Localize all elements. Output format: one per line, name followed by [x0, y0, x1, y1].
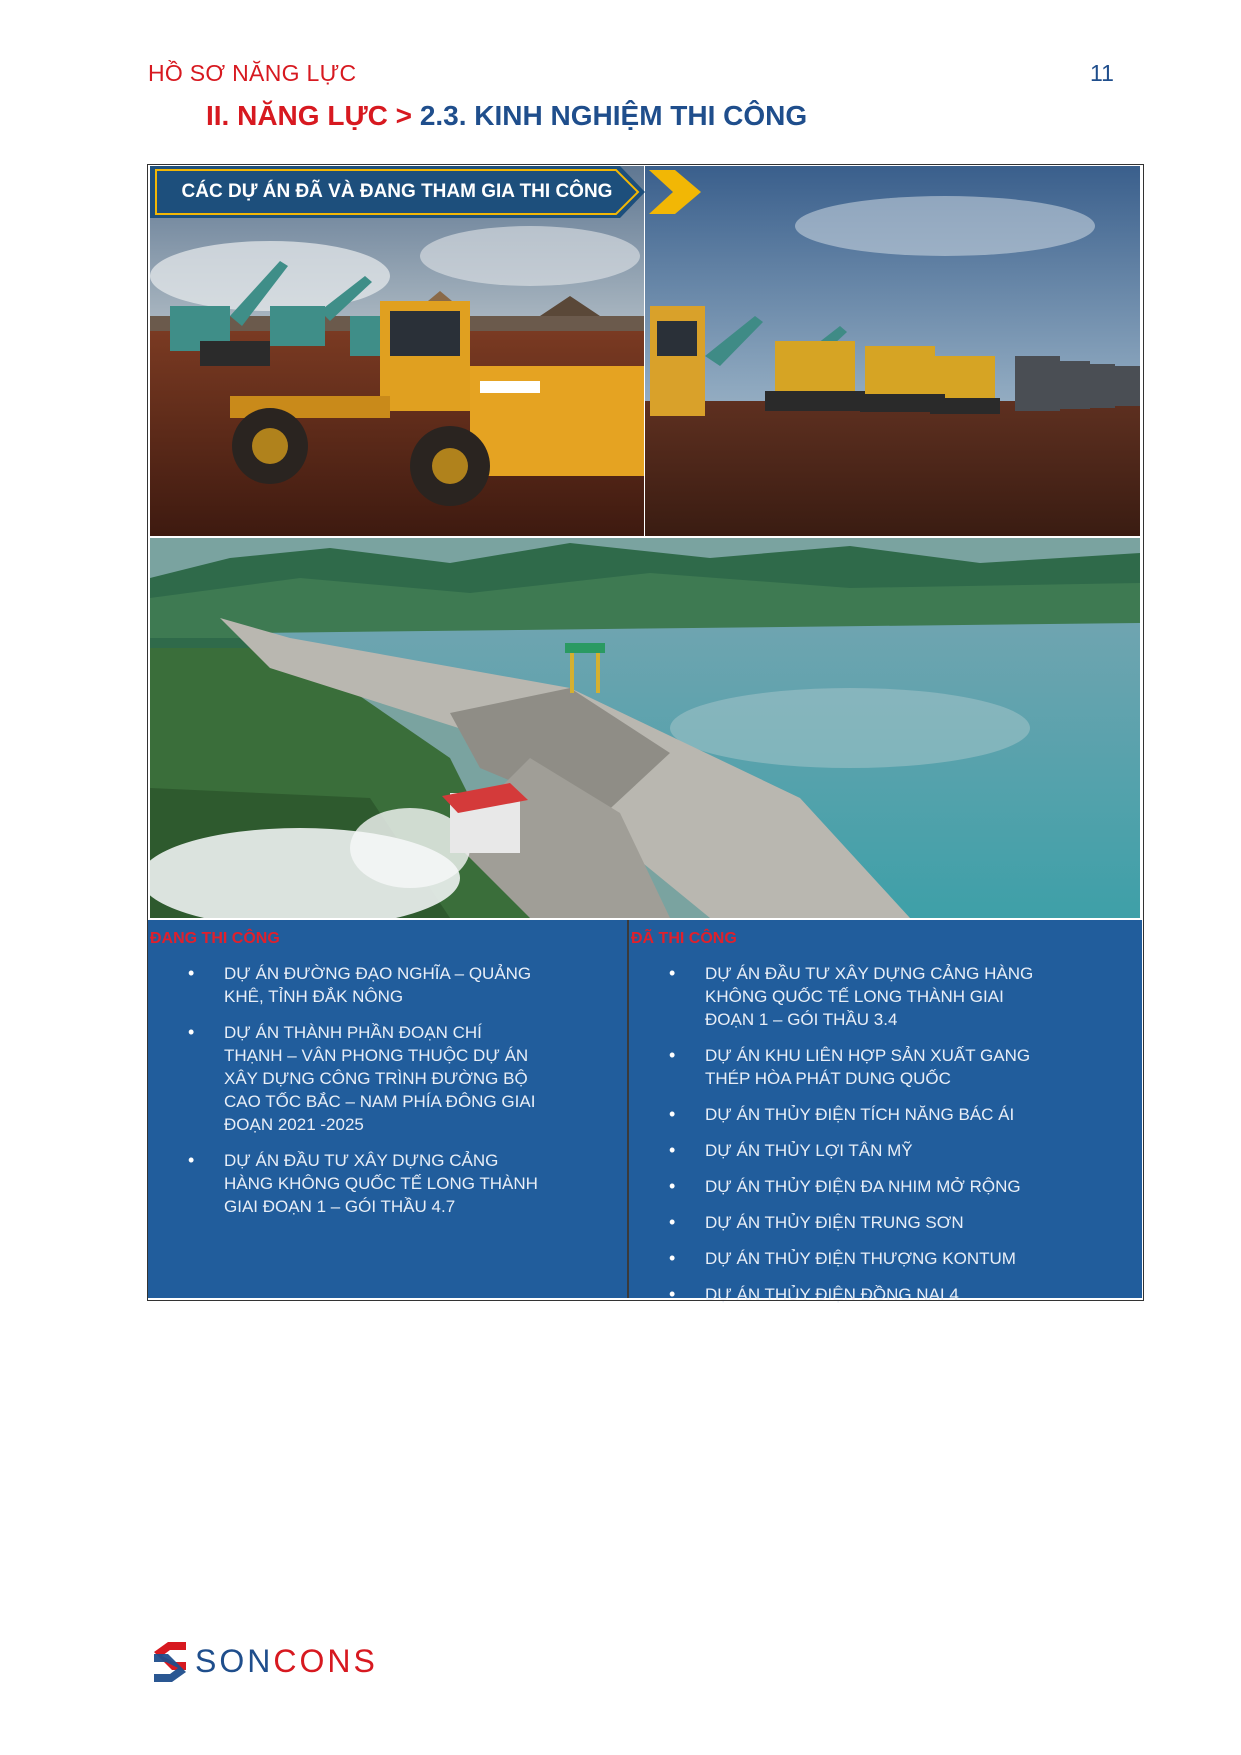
section-subtitle: 2.3. KINH NGHIỆM THI CÔNG [419, 100, 808, 131]
ongoing-project-list [148, 962, 544, 1231]
banner-label: CÁC DỰ ÁN ĐÃ VÀ ĐANG THAM GIA THI CÔNG [181, 181, 613, 202]
section-title [206, 100, 807, 132]
list-item: • DỰ ÁN ĐƯỜNG ĐẠO NGHĨA – QUẢNG KHÊ, TỈNH ĐẮK NÔNG [148, 962, 544, 1008]
logo-part-cons: CONS [273, 1643, 378, 1679]
completed-heading: ĐÃ THI CÔNG [631, 930, 737, 947]
construction-machinery-photo-right [645, 166, 1140, 536]
list-item: • DỰ ÁN THỦY LỢI TÂN MỸ [629, 1139, 1051, 1162]
list-item: • DỰ ÁN THỦY ĐIỆN THƯỢNG KONTUM [629, 1247, 1051, 1270]
ongoing-projects-panel [148, 920, 627, 1298]
completed-project-list [629, 962, 1051, 1319]
list-item: • DỰ ÁN THÀNH PHẦN ĐOẠN CHÍ THẠNH – VÂN PHONG THUỘC DỰ ÁN XÂY DỰNG CÔNG TRÌNH ĐƯỜNG BỘ CAO TỐC BẮC – NAM PHÍA ĐÔNG GIAI ĐOẠN 2021 -2025 [148, 1021, 544, 1136]
section-separator: > [395, 100, 413, 131]
list-item: • DỰ ÁN ĐẦU TƯ XÂY DỰNG CẢNG HÀNG KHÔNG QUỐC TẾ LONG THÀNH GIAI ĐOẠN 1 – GÓI THẦU 4.7 [148, 1149, 544, 1218]
list-item: • DỰ ÁN THỦY ĐIỆN ĐA NHIM MỞ RỘNG [629, 1175, 1051, 1198]
chevron-right-icon [645, 166, 705, 218]
list-item: • DỰ ÁN THỦY ĐIỆN TÍCH NĂNG BÁC ÁI [629, 1103, 1051, 1126]
logo-wordmark [195, 1643, 378, 1680]
logo-part-son: SON [195, 1643, 274, 1679]
list-item: • DỰ ÁN KHU LIÊN HỢP SẢN XUẤT GANG THÉP HÒA PHÁT DUNG QUỐC [629, 1044, 1051, 1090]
document-title: HỒ SƠ NĂNG LỰC [148, 60, 357, 86]
completed-projects-panel [629, 920, 1142, 1304]
list-item: • DỰ ÁN THỦY ĐIỆN TRUNG SƠN [629, 1211, 1051, 1234]
hydropower-dam-photo [150, 538, 1140, 918]
section-part: II. NĂNG LỰC [206, 100, 388, 131]
list-item: • DỰ ÁN ĐẦU TƯ XÂY DỰNG CẢNG HÀNG KHÔNG QUỐC TẾ LONG THÀNH GIAI ĐOẠN 1 – GÓI THẦU 3.4 [629, 962, 1051, 1031]
ongoing-heading: ĐANG THI CÔNG [150, 930, 280, 947]
construction-machinery-photo-left [150, 166, 644, 536]
list-item: • DỰ ÁN THỦY ĐIỆN ĐỒNG NAI 4 [629, 1283, 1051, 1306]
page-number: 11 [1090, 60, 1114, 86]
